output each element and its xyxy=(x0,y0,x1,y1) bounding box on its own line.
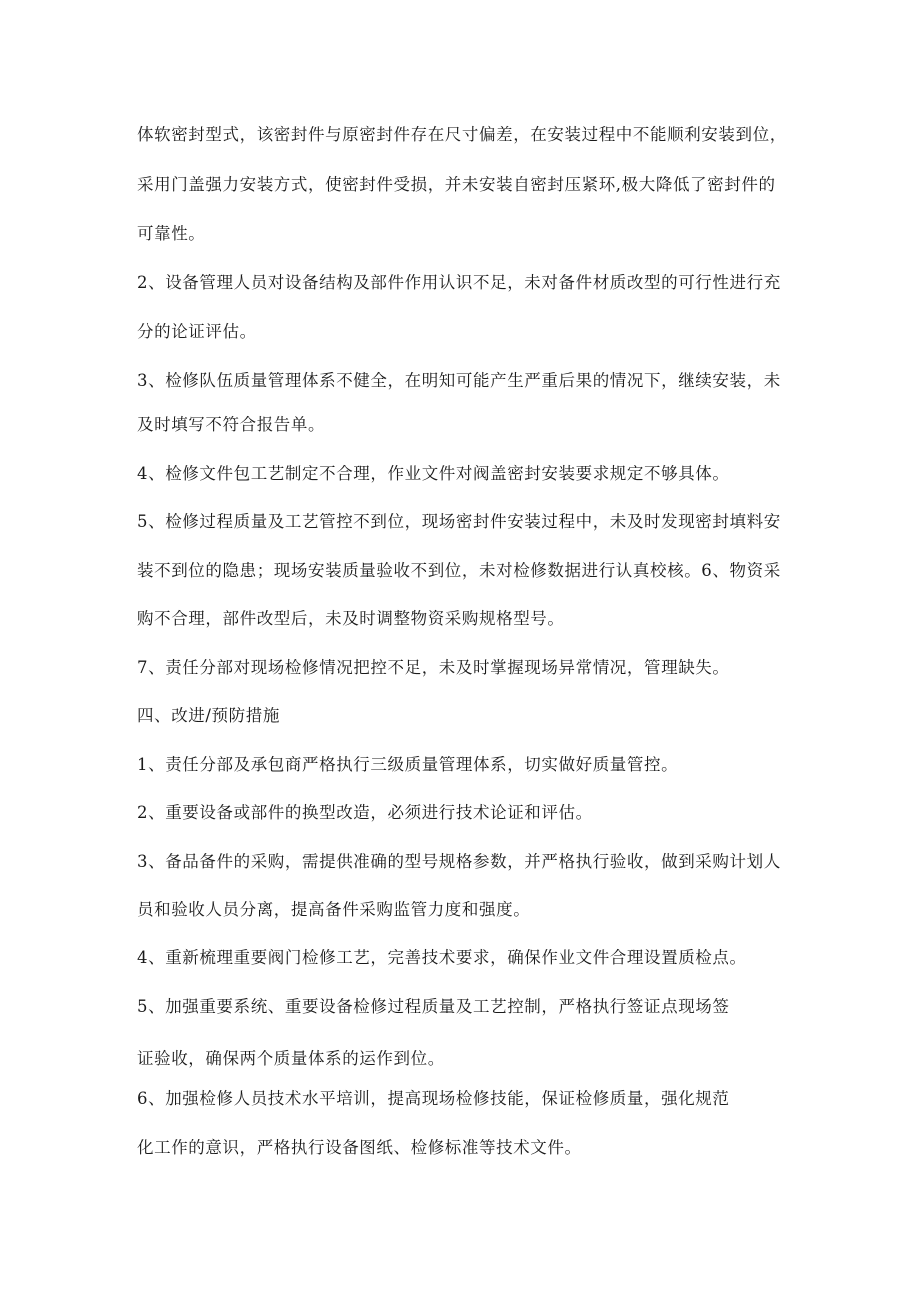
paragraph-line-4: 2、设备管理人员对设备结构及部件作用认识不足，未对备件材质改型的可行性进行充 xyxy=(137,273,781,292)
paragraph-line-20: 证验收，确保两个质量体系的运作到位。 xyxy=(137,1049,445,1068)
paragraph-line-16: 3、备品备件的采购，需提供准确的型号规格参数，并严格执行验收，做到采购计划人 xyxy=(137,852,781,871)
paragraph-line-6: 3、检修队伍质量管理体系不健全，在明知可能产生严重后果的情况下，继续安装，未 xyxy=(137,371,781,390)
paragraph-line-21: 6、加强检修人员技术水平培训，提高现场检修技能，保证检修质量，强化规范 xyxy=(137,1089,730,1108)
paragraph-line-17: 员和验收人员分离，提高备件采购监管力度和强度。 xyxy=(137,900,531,919)
paragraph-line-8: 4、检修文件包工艺制定不合理，作业文件对阀盖密封安装要求规定不够具体。 xyxy=(137,464,730,483)
section-heading: 四、改进/预防措施 xyxy=(137,706,280,725)
paragraph-line-15: 2、重要设备或部件的换型改造，必须进行技术论证和评估。 xyxy=(137,803,593,822)
paragraph-line-3: 可靠性。 xyxy=(137,224,206,243)
paragraph-line-11: 购不合理，部件改型后，未及时调整物资采购规格型号。 xyxy=(137,609,565,628)
paragraph-line-1: 体软密封型式，该密封件与原密封件存在尺寸偏差，在安装过程中不能顺利安装到位， xyxy=(137,125,787,144)
paragraph-line-18: 4、重新梳理重要阀门检修工艺，完善技术要求，确保作业文件合理设置质检点。 xyxy=(137,948,747,967)
paragraph-line-14: 1、责任分部及承包商严格执行三级质量管理体系，切实做好质量管控。 xyxy=(137,755,679,774)
paragraph-line-19: 5、加强重要系统、重要设备检修过程质量及工艺控制，严格执行签证点现场签 xyxy=(137,997,730,1016)
paragraph-line-10: 装不到位的隐患；现场安装质量验收不到位，未对检修数据进行认真校核。6、物资采 xyxy=(137,561,781,580)
paragraph-line-22: 化工作的意识，严格执行设备图纸、检修标准等技术文件。 xyxy=(137,1138,582,1157)
paragraph-line-9: 5、检修过程质量及工艺管控不到位，现场密封件安装过程中，未及时发现密封填料安 xyxy=(137,512,781,531)
paragraph-line-5: 分的论证评估。 xyxy=(137,322,257,341)
paragraph-line-7: 及时填写不符合报告单。 xyxy=(137,415,326,434)
paragraph-line-2: 采用门盖强力安装方式，使密封件受损，并未安装自密封压紧环,极大降低了密封件的 xyxy=(137,175,776,194)
paragraph-line-12: 7、责任分部对现场检修情况把控不足，未及时掌握现场异常情况，管理缺失。 xyxy=(137,658,730,677)
